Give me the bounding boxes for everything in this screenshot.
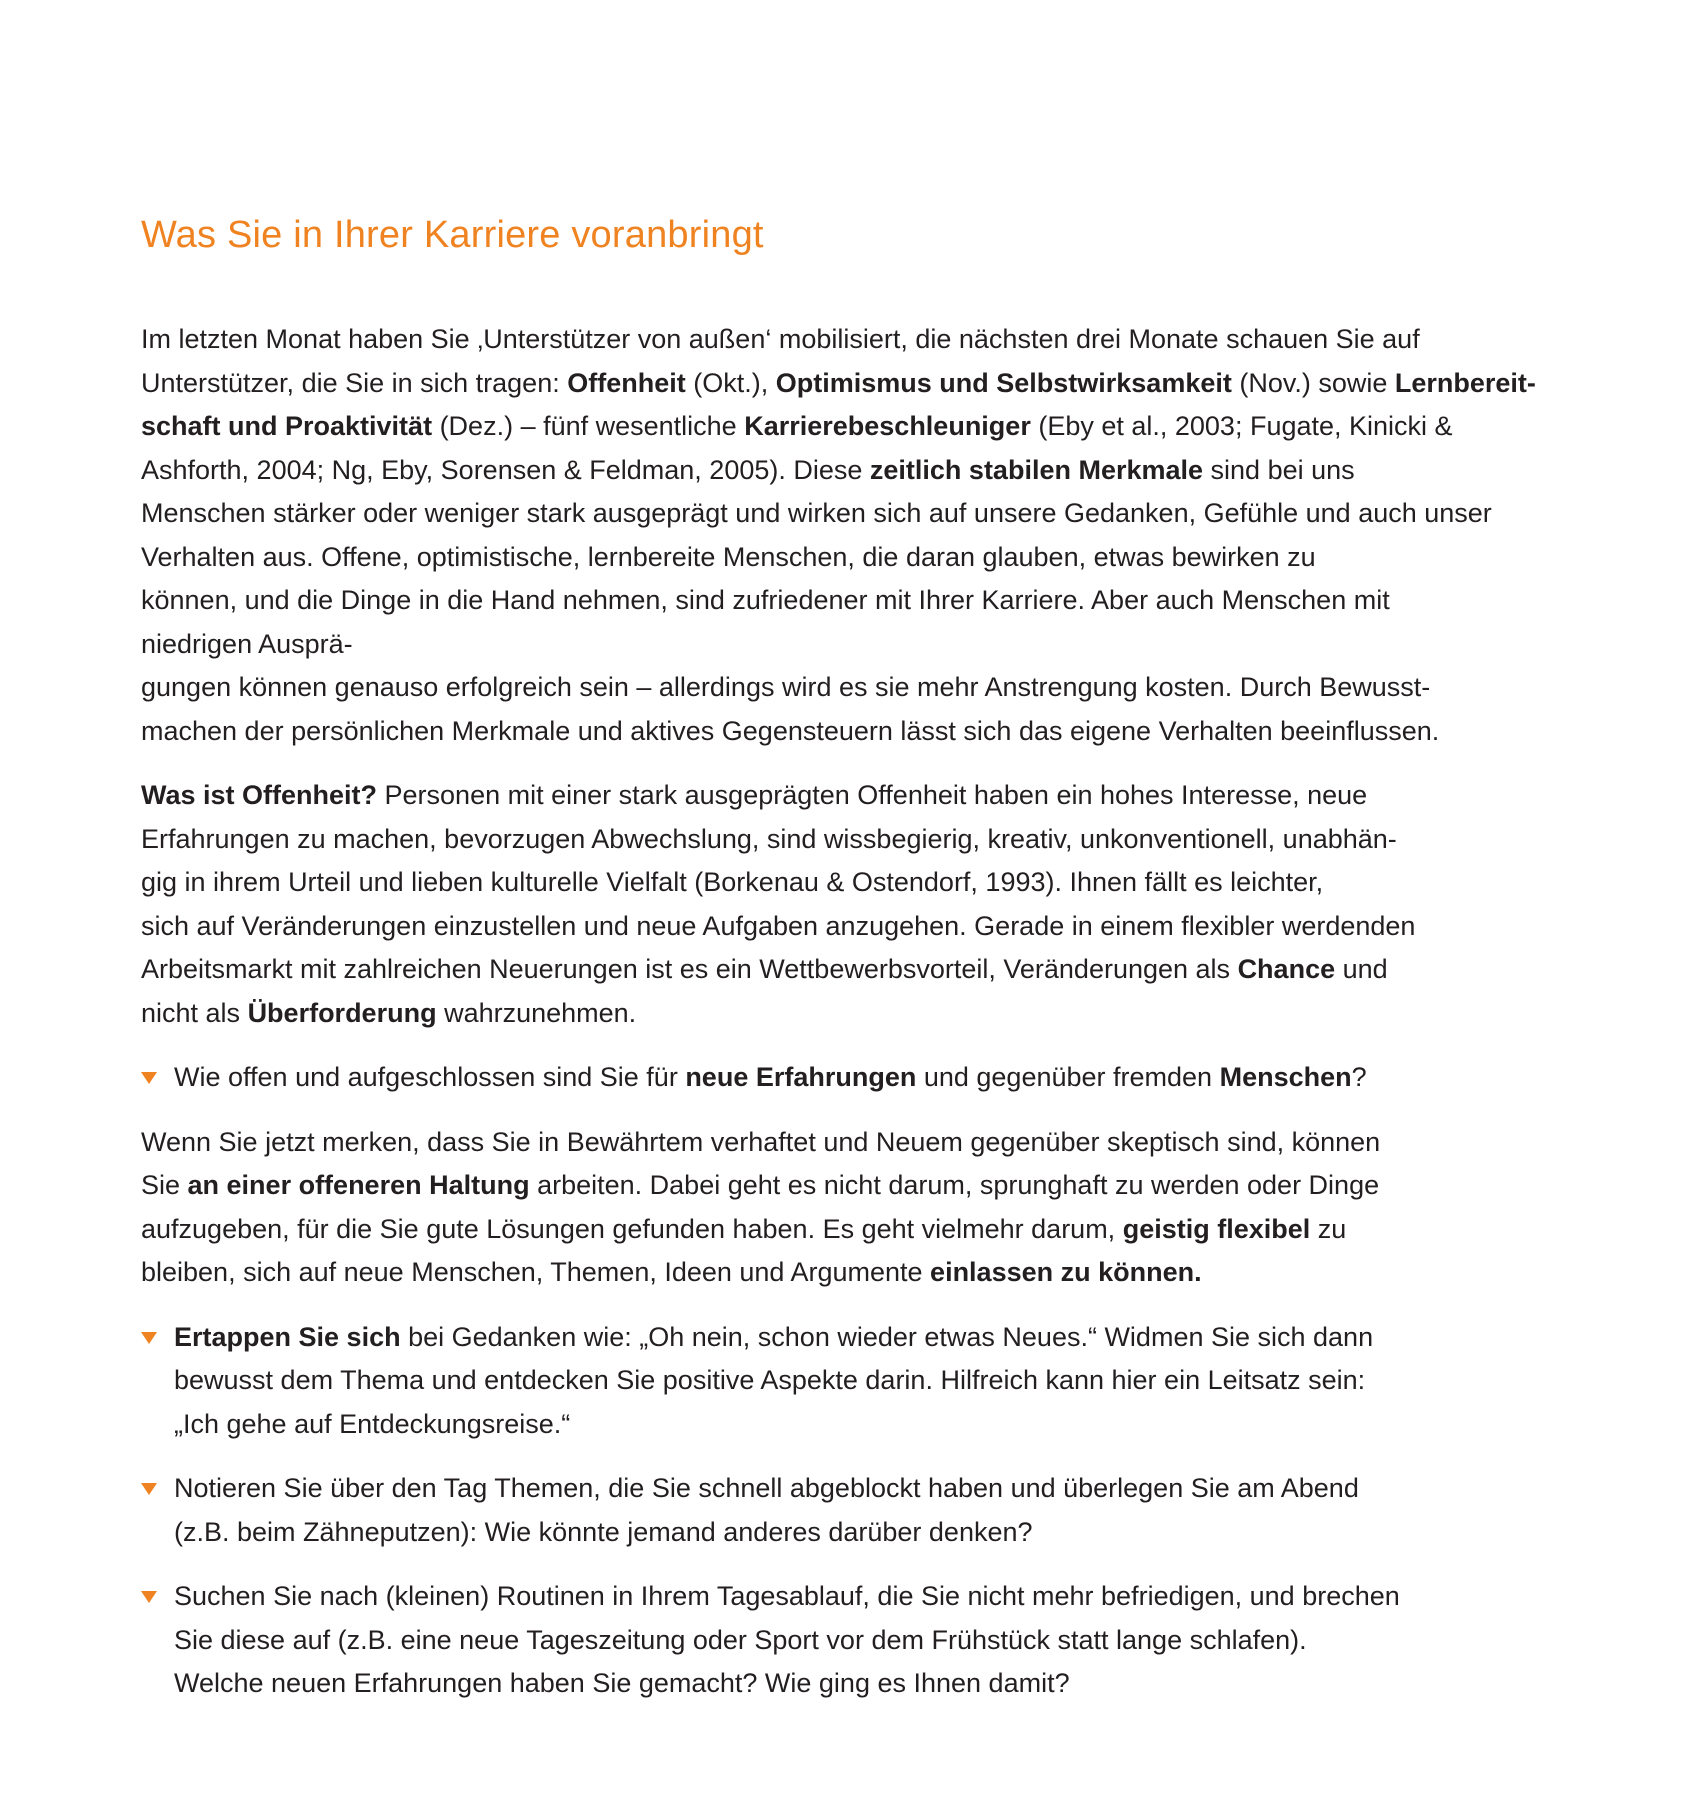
body-text [141, 318, 1561, 1706]
tip-bullet-1: Ertappen Sie sich bei Gedanken wie: „Oh nein, schon wieder etwas Neues.“ Widmen Sie sich dann bewusst dem Thema und entdecken Sie positive Aspekte darin. Hilfreich kann hier ein Leitsatz sein: „Ich gehe auf Entdeckungsreise.“ [141, 1316, 1561, 1447]
keyword-optimismus: Optimismus und Selbstwirksamkeit [775, 367, 1232, 398]
offenheit-paragraph: Was ist Offenheit? Personen mit einer stark ausgeprägten Offenheit haben ein hohes Interesse, neue Erfahrungen zu machen, bevorzugen Abwechslung, sind wissbegierig, kreativ, unkonventionell, unabhän- gig in ihrem Urteil und lieben kulturelle Vielfalt (Borkenau & Ostendorf, 1993). Ihnen fällt es leichter, sich auf Veränderungen einzustellen und neue Aufgaben anzugehen. Gerade in einem flexibler werdenden Arbeitsmarkt mit zahlreichen Neuerungen ist es ein Wettbewerbsvorteil, Veränderungen als Chance und nicht als Überforderung wahrzunehmen. [141, 780, 1416, 1028]
triangle-bullet-icon [141, 1483, 157, 1495]
haltung-paragraph: Wenn Sie jetzt merken, dass Sie in Bewährtem verhaftet und Neuem gegenüber skeptisch sind, können Sie an einer offeneren Haltung arbeiten. Dabei geht es nicht darum, sprunghaft zu werden oder Dinge aufzugeben, für die Sie gute Lösungen gefunden haben. Es geht vielmehr darum, geistig flexibel zu bleiben, sich auf neue Menschen, Themen, Ideen und Argumente einlassen zu können. [141, 1126, 1381, 1287]
intro-paragraph: Im letzten Monat haben Sie ‚Unterstützer von außen‘ mobilisiert, die nächsten drei Monate schauen Sie auf Unterstützer, die Sie in sich tragen: Offenheit (Okt.), Optimismus und Selbstwirksamkeit (Nov.) sowie Lernbereit- schaft und Proaktivität (Dez.) – fünf wesentliche Karrierebeschleuniger (Eby et al., 2003; Fugate, Kinicki & Ashforth, 2004; Ng, Eby, Sorensen & Feldman, 2005). Diese zeitlich stabilen Merkmale sind bei uns Menschen stärker oder weniger stark ausgeprägt und wirken sich auf unsere Gedanken, Gefühle und auch unser Verhalten aus. Offene, optimistische, lernbereite Menschen, die daran glauben, etwas bewirken zu können, und die Dinge in die Hand nehmen, sind zufriedener mit Ihrer Karriere. Aber auch Menschen mit niedrigen Ausprä- gungen können genauso erfolgreich sein – allerdings wird es sie mehr Anstrengung kosten. Durch Bewusst- machen der persönlichen Merkmale und aktives Gegensteuern lässt sich das eigene Verhalten beeinflussen. [141, 324, 1536, 746]
triangle-bullet-icon [141, 1591, 157, 1603]
offenheit-heading: Was ist Offenheit? [141, 780, 378, 810]
question-bullet: Wie offen und aufgeschlossen sind Sie für neue Erfahrungen und gegenüber fremden Menschen? [141, 1056, 1561, 1100]
tip-bullet-2: Notieren Sie über den Tag Themen, die Sie schnell abgeblockt haben und überlegen Sie am Abend (z.B. beim Zähneputzen): Wie könnte jemand anderes darüber denken? [141, 1467, 1561, 1554]
tip-bullet-3: Suchen Sie nach (kleinen) Routinen in Ihrem Tagesablauf, die Sie nicht mehr befriedigen, und brechen Sie diese auf (z.B. eine neue Tageszeitung oder Sport vor dem Frühstück statt lange schlafen). Welche neuen Erfahrungen haben Sie gemacht? Wie ging es Ihnen damit? [141, 1575, 1561, 1706]
keyword-lernbereitschaft: Lernbereit- [1394, 367, 1536, 398]
keyword-karrierebeschleuniger: Karrierebeschleuniger [744, 411, 1031, 441]
triangle-bullet-icon [141, 1332, 157, 1344]
keyword-offenheit: Offenheit [567, 367, 686, 398]
keyword-merkmale: zeitlich stabilen Merkmale [869, 454, 1204, 485]
page-title: Was Sie in Ihrer Karriere voranbringt [141, 214, 764, 256]
triangle-bullet-icon [141, 1072, 157, 1084]
